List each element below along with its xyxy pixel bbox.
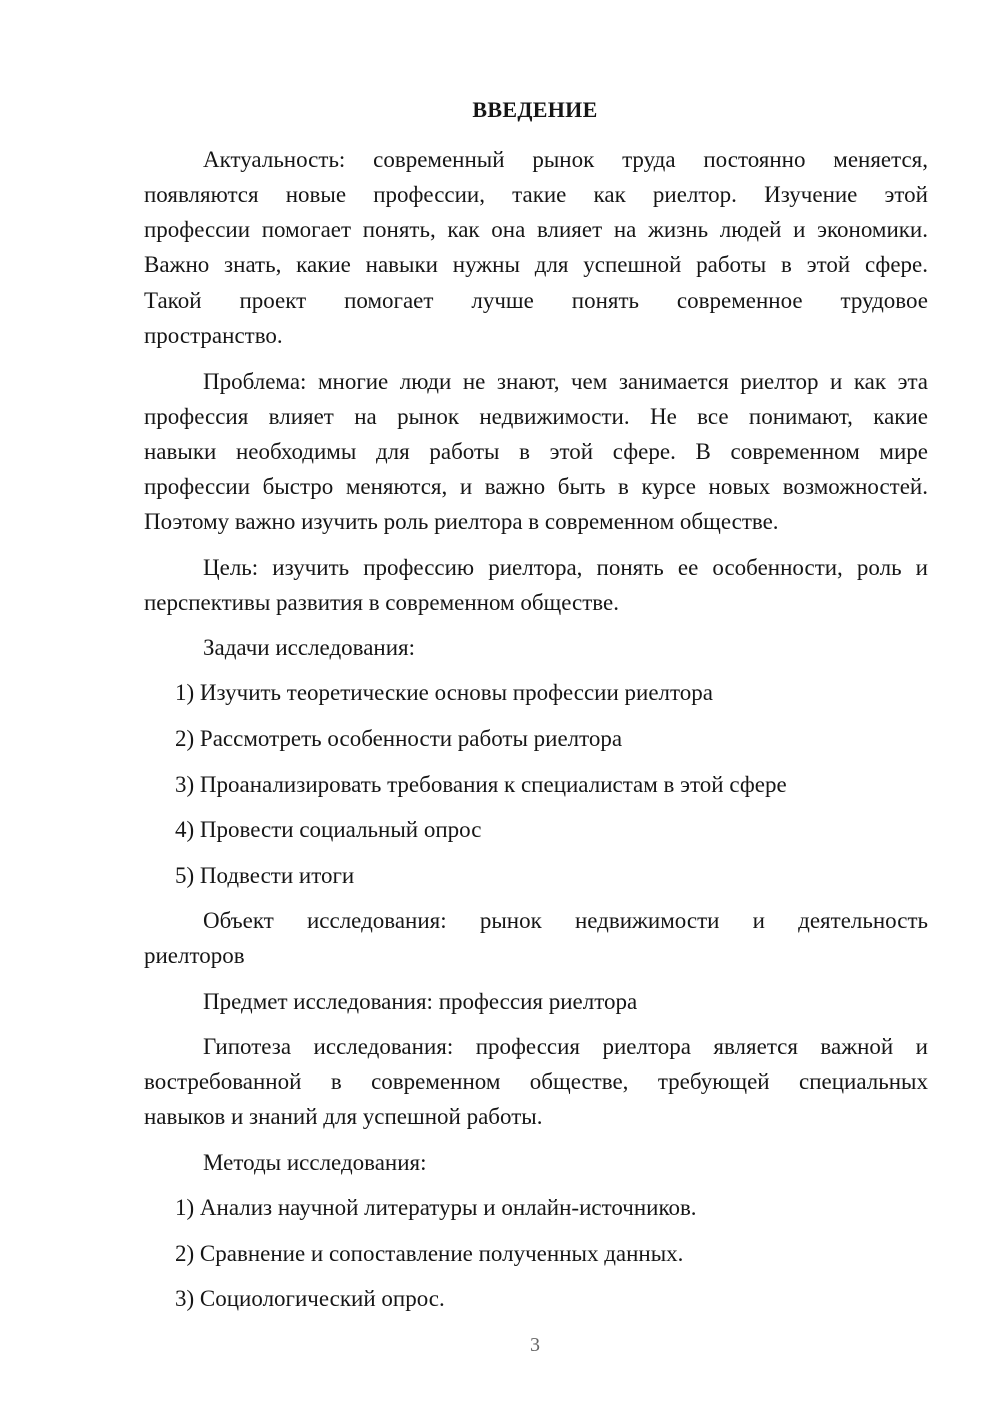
method-item: 3) Социологический опрос. [175,1286,445,1311]
relevance-line: пространство. [144,323,283,348]
hypothesis-line: Гипотеза исследования: профессия риелтора является важной и [203,1034,928,1059]
relevance-line: появляются новые профессии, такие как риелтор. Изучение этой [144,182,928,207]
problem-line: навыки необходимы для работы в этой сфере. В современном мире [144,439,928,464]
task-item: 5) Подвести итоги [175,863,355,888]
task-item: 3) Проанализировать требования к специалистам в этой сфере [175,772,787,797]
subject-line: Предмет исследования: профессия риелтора [203,989,638,1014]
task-item: 1) Изучить теоретические основы профессии риелтора [175,680,713,705]
object-line: Объект исследования: рынок недвижимости и деятельность [203,908,928,933]
hypothesis-line: востребованной в современном обществе, требующей специальных [144,1069,928,1094]
relevance-line: Важно знать, какие навыки нужны для успешной работы в этой сфере. [144,252,928,277]
relevance-line: профессии помогает понять, как она влияет на жизнь людей и экономики. [144,217,928,242]
problem-line: профессии быстро меняются, и важно быть в курсе новых возможностей. [144,474,928,499]
hypothesis-line: навыков и знаний для успешной работы. [144,1104,543,1129]
task-item: 2) Рассмотреть особенности работы риелтора [175,726,623,751]
goal-line: перспективы развития в современном обществе. [144,590,619,615]
page-title: ВВЕДЕНИЕ [472,97,598,122]
page-number: 3 [530,1334,540,1356]
object-line: риелторов [144,943,245,968]
problem-line: профессия влияет на рынок недвижимости. Не все понимают, какие [144,404,928,429]
methods-title: Методы исследования: [203,1150,427,1175]
relevance-line: Актуальность: современный рынок труда постоянно меняется, [203,147,928,172]
tasks-title: Задачи исследования: [203,635,416,660]
task-item: 4) Провести социальный опрос [175,817,482,842]
goal-line: Цель: изучить профессию риелтора, понять ее особенности, роль и [203,555,928,580]
method-item: 2) Сравнение и сопоставление полученных данных. [175,1241,684,1266]
relevance-line: Такой проект помогает лучше понять современное трудовое [144,288,928,313]
problem-line: Проблема: многие люди не знают, чем занимается риелтор и как эта [203,369,928,394]
problem-line: Поэтому важно изучить роль риелтора в современном обществе. [144,509,779,534]
method-item: 1) Анализ научной литературы и онлайн-источников. [175,1195,697,1220]
